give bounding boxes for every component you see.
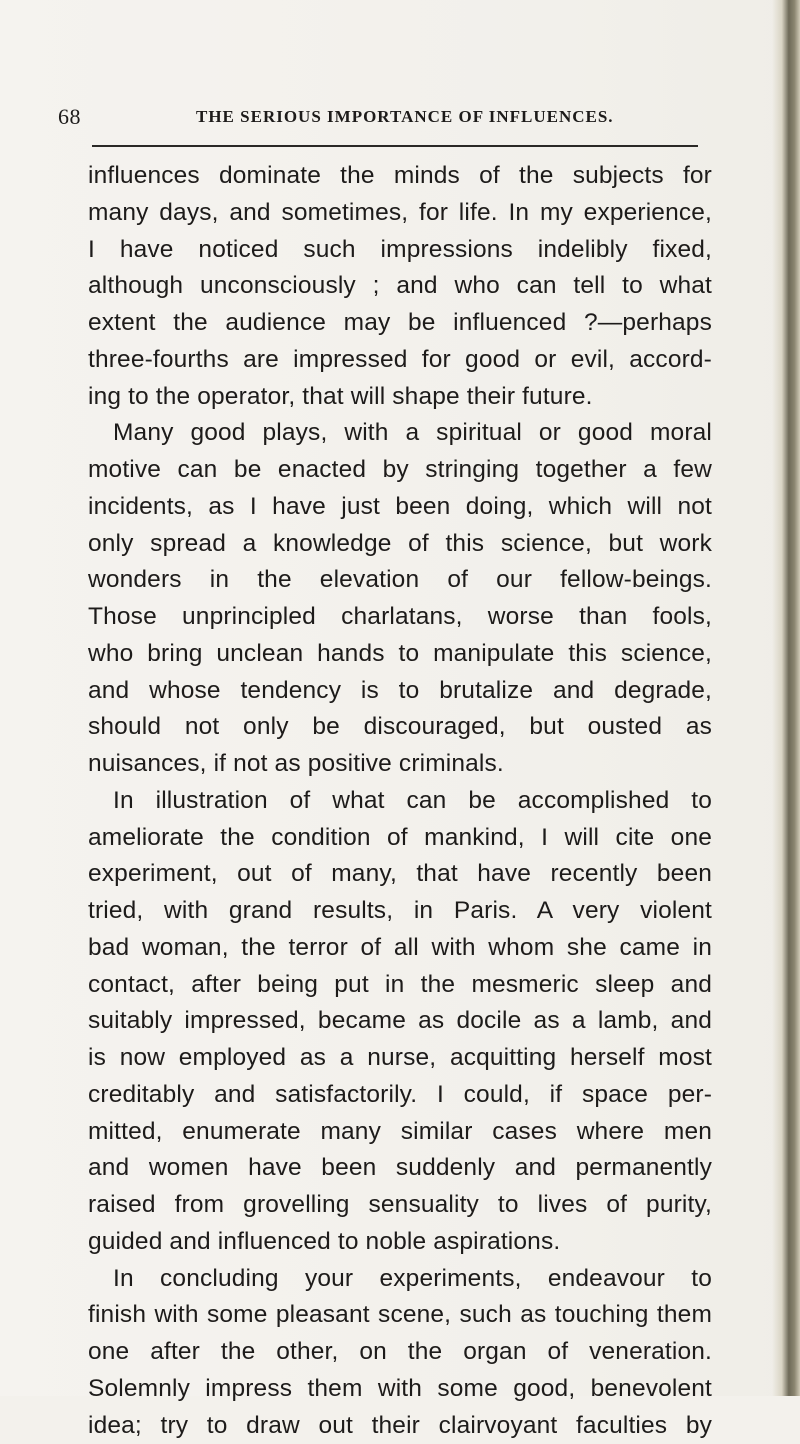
- text-line: influences dominate the minds of the subjects for: [88, 158, 712, 195]
- body-text: [88, 158, 712, 1444]
- text-line: motive can be enacted by stringing together a few: [88, 452, 712, 489]
- text-line: I have noticed such impressions indelibly fixed,: [88, 232, 712, 269]
- text-line: many days, and sometimes, for life. In my experience,: [88, 195, 712, 232]
- text-line: creditably and satisfactorily. I could, if space per-: [88, 1077, 712, 1114]
- text-line: mitted, enumerate many similar cases where men: [88, 1114, 712, 1151]
- text-line: Solemnly impress them with some good, benevolent: [88, 1371, 712, 1408]
- text-line: only spread a knowledge of this science, but work: [88, 526, 712, 563]
- text-line: is now employed as a nurse, acquitting herself most: [88, 1040, 712, 1077]
- page-number: 68: [58, 104, 81, 130]
- text-line: Many good plays, with a spiritual or good moral: [88, 415, 712, 452]
- text-line: extent the audience may be influenced ?—perhaps: [88, 305, 712, 342]
- text-line: three-fourths are impressed for good or evil, accord-: [88, 342, 712, 379]
- text-line: bad woman, the terror of all with whom she came in: [88, 930, 712, 967]
- text-line: In concluding your experiments, endeavour to: [88, 1261, 712, 1298]
- text-line: idea; try to draw out their clairvoyant faculties by: [88, 1408, 712, 1444]
- text-line: raised from grovelling sensuality to lives of purity,: [88, 1187, 712, 1224]
- text-line: finish with some pleasant scene, such as touching them: [88, 1297, 712, 1334]
- text-line: and women have been suddenly and permanently: [88, 1150, 712, 1187]
- page-header: [58, 104, 758, 134]
- text-line: one after the other, on the organ of veneration.: [88, 1334, 712, 1371]
- text-line: who bring unclean hands to manipulate this science,: [88, 636, 712, 673]
- text-line: experiment, out of many, that have recently been: [88, 856, 712, 893]
- text-line: contact, after being put in the mesmeric sleep and: [88, 967, 712, 1004]
- text-line: incidents, as I have just been doing, which will not: [88, 489, 712, 526]
- text-line: guided and influenced to noble aspirations.: [88, 1224, 712, 1261]
- text-line: suitably impressed, became as docile as a lamb, and: [88, 1003, 712, 1040]
- text-line: ing to the operator, that will shape their future.: [88, 379, 712, 416]
- page-edge: [772, 0, 800, 1396]
- text-line: In illustration of what can be accomplished to: [88, 783, 712, 820]
- text-line: wonders in the elevation of our fellow-beings.: [88, 562, 712, 599]
- text-line: Those unprincipled charlatans, worse than fools,: [88, 599, 712, 636]
- header-rule: [92, 145, 698, 147]
- running-title: THE SERIOUS IMPORTANCE OF INFLUENCES.: [196, 107, 614, 127]
- text-line: and whose tendency is to brutalize and degrade,: [88, 673, 712, 710]
- text-line: although unconsciously ; and who can tell to what: [88, 268, 712, 305]
- text-line: should not only be discouraged, but ousted as: [88, 709, 712, 746]
- text-line: ameliorate the condition of mankind, I will cite one: [88, 820, 712, 857]
- text-line: nuisances, if not as positive criminals.: [88, 746, 712, 783]
- text-line: tried, with grand results, in Paris. A very violent: [88, 893, 712, 930]
